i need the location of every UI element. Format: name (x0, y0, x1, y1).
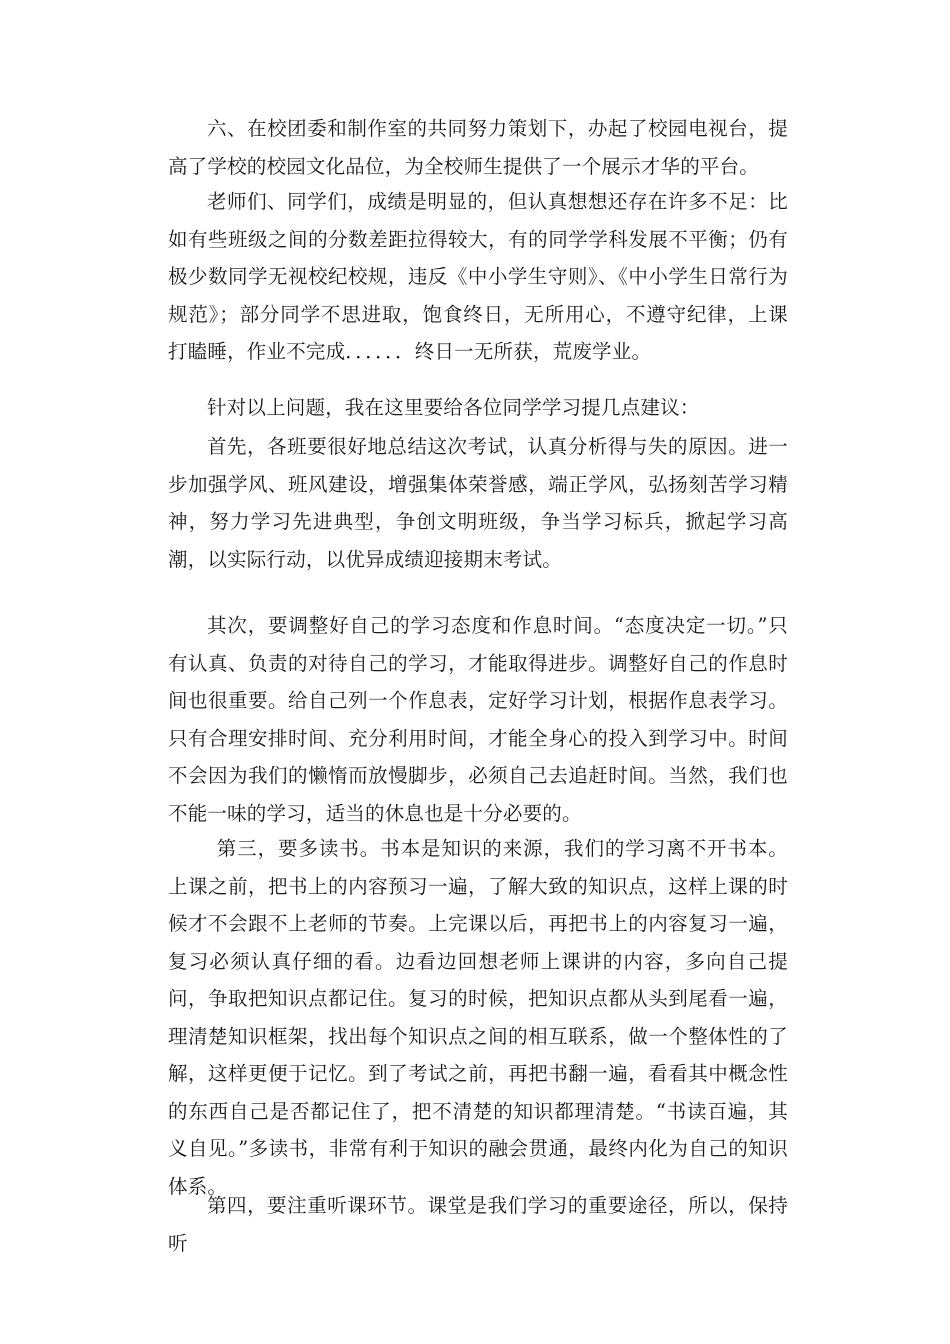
paragraph-third-suggestion: 第三，要多读书。书本是知识的来源，我们的学习离不开书本。上课之前，把书上的内容预习一遍，了解大致的知识点，这样上课的时候才不会跟不上老师的节奏。上完课以后，再把书上的内容复习一遍，复习必须认真仔细的看。边看边回想老师上课讲的内容，多向自己提问，争取把知识点都记住。复习的时候，把知识点都从头到尾看一遍，理清楚知识框架，找出每个知识点之间的相互联系，做一个整体性的了解，这样更便于记忆。到了考试之前，再把书翻一遍，看看其中概念性的东西自己是否都记住了，把不清楚的知识都理清楚。“书读百遍，其义自见。”多读书，非常有利于知识的融会贯通，最终内化为自己的知识体系。 (168, 837, 788, 1198)
paragraph-achievement-six: 六、在校团委和制作室的共同努力策划下，办起了校园电视台，提高了学校的校园文化品位，为全校师生提供了一个展示才华的平台。 (168, 117, 788, 178)
paragraph-second-suggestion: 其次，要调整好自己的学习态度和作息时间。“态度决定一切。”只有认真、负责的对待自己的学习，才能取得进步。调整好自己的作息时间也很重要。给自己列一个作息表，定好学习计划，根据作息表学习。只有合理安排时间、充分利用时间，才能全身心的投入到学习中。时间不会因为我们的懒惰而放慢脚步，必须自己去追赶时间。当然，我们也不能一味的学习，适当的休息也是十分必要的。 (168, 614, 788, 825)
paragraph-first-suggestion: 首先，各班要很好地总结这次考试，认真分析得与失的原因。进一步加强学风、班风建设，增强集体荣誉感，端正学风，弘扬刻苦学习精神，努力学习先进典型，争创文明班级，争当学习标兵，掀起学习高潮，以实际行动，以优异成绩迎接期末考试。 (168, 435, 788, 571)
paragraph-shortcomings: 老师们、同学们，成绩是明显的，但认真想想还存在许多不足：比如有些班级之间的分数差距拉得较大，有的同学学科发展不平衡；仍有极少数同学无视校纪校规，违反《中小学生守则》、《中小学生日常行为规范》；部分同学不思进取，饱食终日，无所用心，不遵守纪律，上课打瞌睡，作业不完成．．．．．．终日一无所获，荒废学业。 (168, 190, 788, 363)
paragraph-fourth-suggestion: 第四，要注重听课环节。课堂是我们学习的重要途径，所以，保持听 (168, 1194, 788, 1255)
paragraph-suggestions-intro: 针对以上问题，我在这里要给各位同学学习提几点建议： (207, 396, 700, 419)
